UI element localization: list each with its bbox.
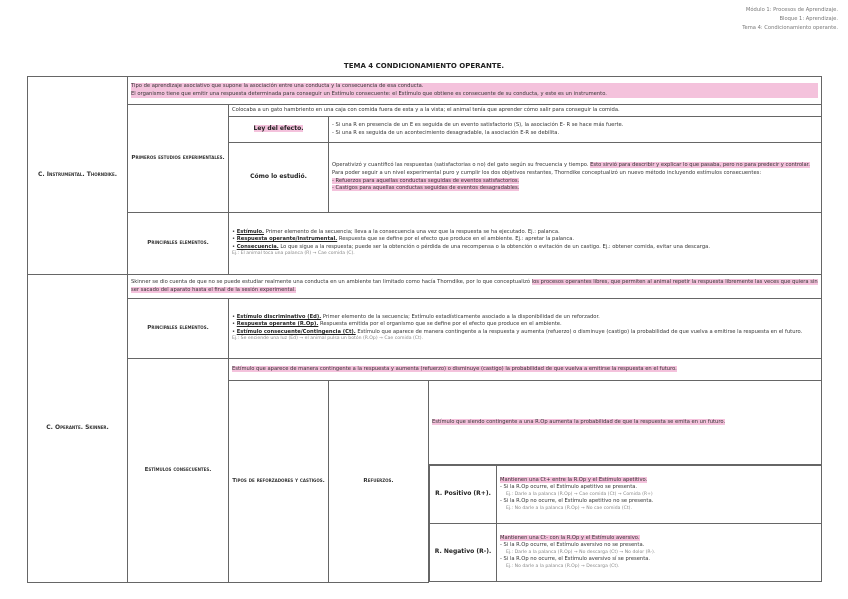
refuerzos-desc: Estímulo que siendo contingente a una R.Op aumenta la probabilidad de que la respuesta se emita en un futuro.: [429, 381, 822, 465]
section-instrumental-label: C. Instrumental. Thorndike.: [28, 77, 128, 275]
refuerzos-label: Refuerzos.: [329, 381, 429, 583]
refuerzo-negativo-desc: Mantienen una Ct- con la R.Op y el Estímulo aversivo. - Si la R.Op ocurre, el Estímulo aversivo no se presenta. Ej.: Darle a la palanca (R.Op) → No descarga (Ct) → No dolor (R-). - Si la R.Op no ocurre, el Estímulo aversivo sí se presenta. Ej.: No darle a la palanca (R.Op) → Descarga (Ct).: [497, 524, 822, 582]
tipos-reforzadores-label: Tipos de reforzadores y castigos.: [229, 381, 329, 583]
refuerzo-positivo-desc: Mantienen una Ct+ entre la R.Op y el Estímulo apetitivo. - Si la R.Op ocurre, el Estímulo apetitivo se presenta. Ej.: Darle a la palanca (R.Op) → Cae comida (Ct) → Comida (R+) - Si la R.Op no ocurre, el Estímulo apetitivo no se presenta. Ej.: No darle a la palanca (R.Op) → No cae comida (Ct).: [497, 466, 822, 524]
como-estudio-label: Cómo lo estudió.: [229, 143, 329, 213]
header-block: Bloque 1: Aprendizaje.: [779, 16, 838, 22]
ley-efecto-desc: - Si una R en presencia de un E es seguida de un evento satisfactorio (S), la asociación E- R se hace más fuerte. - Si una R es seguida de un acontecimiento desagradable, la asociación E-R se debilita.: [329, 117, 822, 143]
ley-efecto-label: Ley del efecto.: [229, 117, 329, 143]
instrumental-elementos-label: Principales elementos.: [128, 213, 229, 275]
estimulos-consecuentes-label: Estímulos consecuentes.: [128, 359, 229, 583]
instrumental-intro: Tipo de aprendizaje asociativo que supone la asociación entre una conducta y la consecuencia de esa conducta. El organismo tiene que emitir una respuesta determinada para conseguir un Estímulo consecuente: el Estímulo que obtiene es consecuente de su conducta, y este es un instrumento.: [128, 77, 822, 105]
como-estudio-desc: Operativizó y cuantificó las respuestas (satisfactorias o no) del gato según su frecuencia y tiempo. Esto sirvió para describir y explicar lo que pasaba, pero no para predecir y controlar. Para poder seguir a un nivel experimental puro y cumplir los dos objetivos restantes, Thorndike conceptualizó un nuevo método incluyendo estímulos consecuentes: - Refuerzos para aquellas conductas seguidas de eventos satisfactorios. - Castigos para aquellas conductas seguidas de eventos desagradables.: [329, 143, 822, 213]
refuerzo-positivo-label: R. Positivo (R+).: [430, 466, 497, 524]
instrumental-elementos-desc: • Estímulo. Primer elemento de la secuencia; lleva a la consecuencia una vez que la respuesta se ha ejecutado. Ej.: palanca. • Respuesta operante/instrumental. Respuesta que se define por el efecto que produce en el ambiente. Ej.: apretar la palanca. • Consecuencia. Lo que sigue a la respuesta; puede ser la obtención o pérdida de una recompensa o la obtención o evitación de un castigo. Ej.: obtener comida, evitar una descarga. Ej.: El animal toca una palanca (R) → Cae comida (C).: [229, 213, 822, 275]
section-operante-label: C. Operante. Skinner.: [28, 275, 128, 583]
summary-table: [27, 76, 822, 583]
operante-intro: Skinner se dio cuenta de que no se puede estudiar realmente una conducta en un ambiente tan limitado como hacía Thorndike, por lo que conceptualizó los procesos operantes libres, que permiten al animal repetir la respuesta libremente las veces que quiera sin ser sacado del aparato hasta el final de la sesión experimental.: [128, 275, 822, 299]
document-header: [742, 6, 838, 33]
header-module: Módulo 1: Procesos de Aprendizaje.: [745, 7, 838, 13]
refuerzos-subtable: [429, 465, 822, 582]
primeros-estudios-desc: Colocaba a un gato hambriento en una caja con comida fuera de esta y a la vista; el animal tenía que aprender cómo salir para conseguir la comida.: [229, 105, 822, 117]
header-topic: Tema 4: Condicionamiento operante.: [742, 25, 838, 31]
estimulos-consecuentes-desc: Estímulo que aparece de manera contingente a la respuesta y aumenta (refuerzo) o disminuye (castigo) la probabilidad de que vuelva a emitirse la respuesta en el futuro.: [229, 359, 822, 381]
operante-elementos-label: Principales elementos.: [128, 299, 229, 359]
primeros-estudios-label: Primeros estudios experimentales.: [128, 105, 229, 213]
page-title: TEMA 4 CONDICIONAMIENTO OPERANTE.: [343, 62, 505, 70]
operante-elementos-desc: • Estímulo discriminativo (Ed). Primer elemento de la secuencia; Estímulo estadísticamente asociado a la disponibilidad de un reforzador. • Respuesta operante (R.Op). Respuesta emitida por el organismo que se define por el efecto que produce en el ambiente. • Estímulo consecuente/Contingencia (Ct). Estímulo que aparece de manera contingente a la respuesta y aumenta (refuerzo) o disminuye (castigo) la probabilidad de que vuelva a emitirse la respuesta en el futuro. Ej.: Se enciende una luz (Ed) → el animal pulsa un botón (R.Op) → Cae comida (Ct).: [229, 299, 822, 359]
refuerzos-subtable-cell: [429, 465, 822, 583]
refuerzo-negativo-label: R. Negativo (R-).: [430, 524, 497, 582]
